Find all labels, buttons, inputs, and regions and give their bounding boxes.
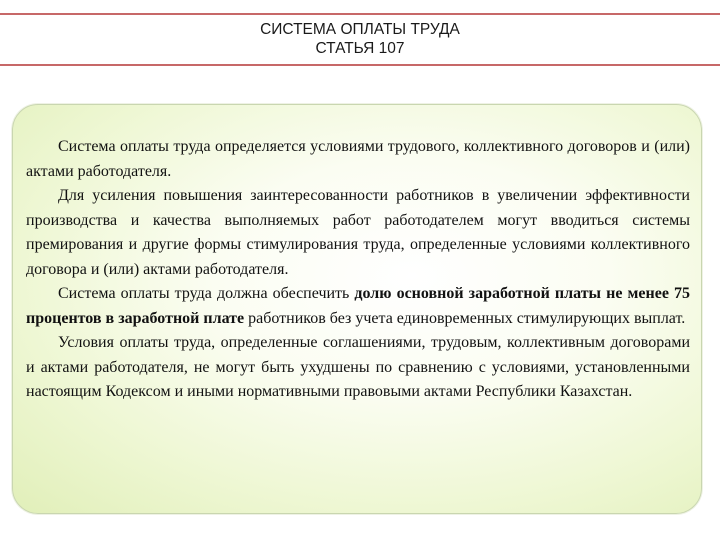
header-top-rule: [0, 13, 720, 15]
paragraph-1: Система оплаты труда определяется условиями трудового, коллективного договоров и (или) актами работодателя.: [26, 138, 690, 180]
paragraph-3: [26, 282, 690, 331]
slide-header: [0, 0, 720, 70]
header-bottom-rule: [0, 64, 720, 66]
paragraph-4: Условия оплаты труда, определенные соглашениями, трудовым, коллективным договорами и актами работодателя, не могут быть ухудшены по сравнению с условиями, установленными настоящим Кодексом и иными нормативными правовыми актами Республики Казахстан.: [26, 334, 690, 400]
paragraph-3-end: работников без учета единовременных стимулирующих выплат.: [244, 309, 686, 327]
paragraph-3-start: Система оплаты труда должна обеспечить: [58, 285, 355, 302]
slide-title: СИСТЕМА ОПЛАТЫ ТРУДА: [260, 21, 460, 38]
paragraph-2: Для усиления повышения заинтересованности работников в увеличении эффективности производства и качества выполняемых работ работодателем могут вводиться системы премирования и другие формы стимулирования труда, определенные условиями коллективного договора и (или) актами работодателя.: [26, 187, 690, 278]
slide-subtitle: СТАТЬЯ 107: [315, 40, 405, 57]
paragraph-3-emphasis: долю основной заработной платы не менее 75 процентов в заработной плате: [26, 285, 691, 327]
article-text: [26, 135, 690, 405]
